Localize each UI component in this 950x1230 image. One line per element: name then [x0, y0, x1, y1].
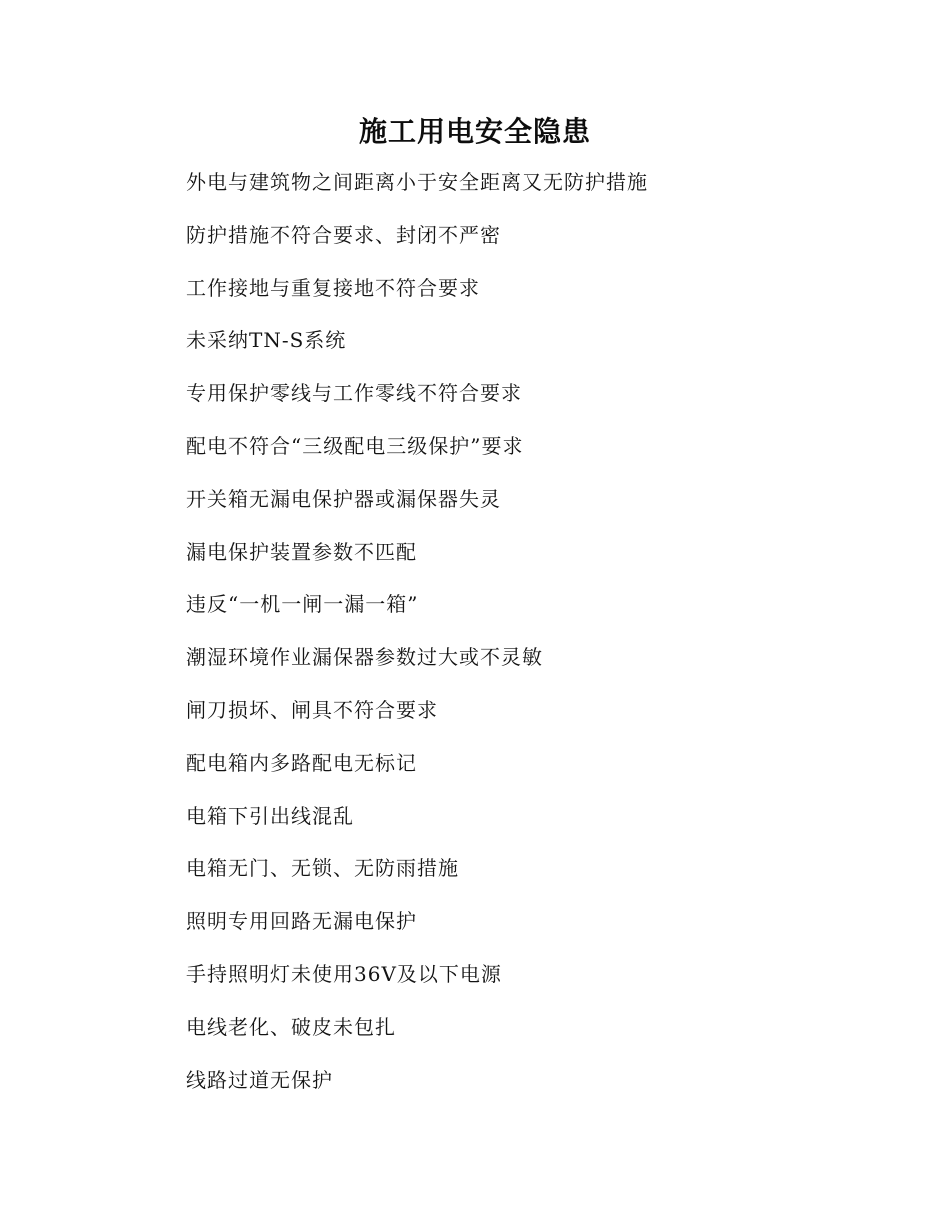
- hazard-list: [186, 162, 648, 1112]
- list-item: 配电不符合“三级配电三级保护”要求: [186, 433, 524, 458]
- list-item: 工作接地与重复接地不符合要求: [186, 275, 480, 300]
- list-item: 手持照明灯未使用36V及以下电源: [186, 961, 502, 986]
- list-item: 专用保护零线与工作零线不符合要求: [186, 381, 522, 406]
- list-item: 照明专用回路无漏电保护: [186, 909, 417, 934]
- list-item: 违反“一机一闸一漏一箱”: [186, 592, 419, 617]
- list-item: 外电与建筑物之间距离小于安全距离又无防护措施: [186, 170, 648, 194]
- page-title: 施工用电安全隐患: [358, 115, 591, 148]
- list-item: 线路过道无保护: [186, 1067, 333, 1092]
- list-item: 开关箱无漏电保护器或漏保器失灵: [186, 486, 501, 511]
- list-item: 潮湿环境作业漏保器参数过大或不灵敏: [186, 645, 543, 670]
- list-item: 未采纳TN-S系统: [186, 328, 347, 353]
- list-item: 防护措施不符合要求、封闭不严密: [186, 222, 501, 247]
- list-item: 闸刀损坏、闸具不符合要求: [186, 697, 438, 722]
- list-item: 电线老化、破皮未包扎: [186, 1014, 396, 1039]
- list-item: 配电箱内多路配电无标记: [186, 750, 417, 775]
- list-item: 电箱下引出线混乱: [186, 803, 354, 828]
- list-item: 电箱无门、无锁、无防雨措施: [186, 856, 459, 881]
- list-item: 漏电保护装置参数不匹配: [186, 539, 417, 564]
